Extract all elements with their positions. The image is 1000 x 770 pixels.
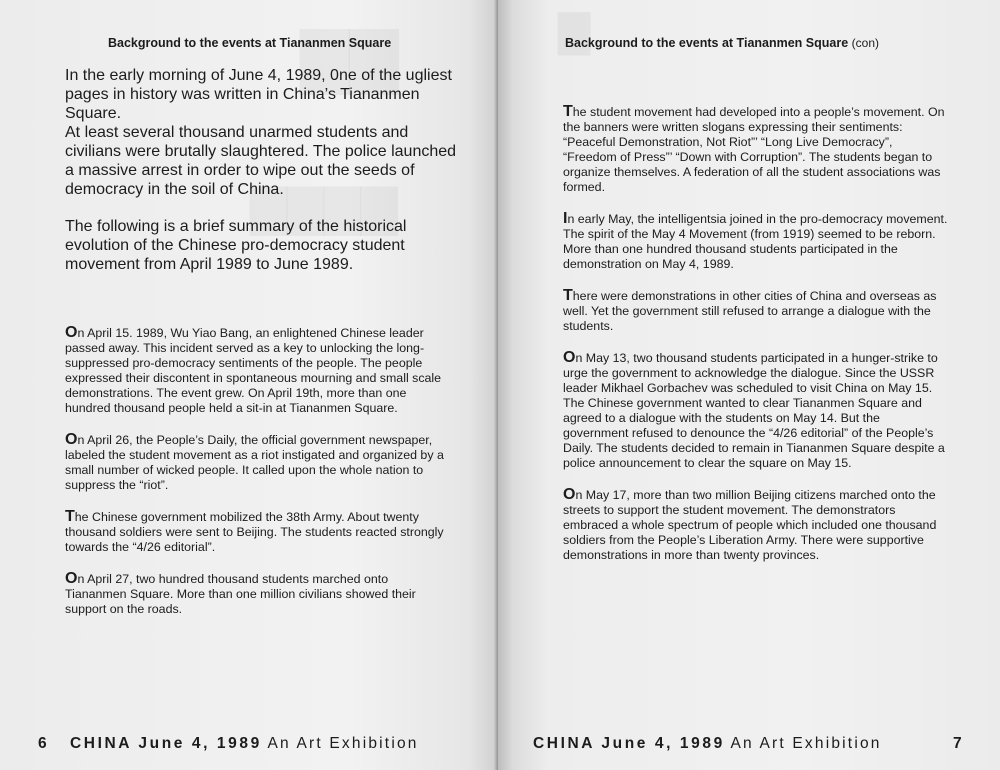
paragraph-text: n May 17, more than two million Beijing citizens marched onto the streets to support the student movement. The demonstrators embraced a whole spectrum of people which included one thousand soldiers from the People’s Liberation Army. There were supportive demonstrations in more than twenty provinces. — [563, 488, 937, 562]
body-paragraph — [563, 104, 948, 195]
paragraph-text: n April 15. 1989, Wu Yiao Bang, an enlightened Chinese leader passed away. This incident served as a key to unlocking the long-suppressed pro-democracy sentiments of the people. The people expressed their discontent in spontaneous mourning and small scale demonstrations. The event grew. On April 19th, more than one hundred thousand people held a sit-in at Tiananmen Square. — [65, 326, 442, 415]
body-paragraph — [65, 509, 448, 555]
footer-subtitle: An Art Exhibition — [267, 735, 419, 752]
page-number: 6 — [38, 735, 47, 752]
drop-cap: O — [563, 349, 576, 366]
paragraph-text: n April 27, two hundred thousand students marched onto Tiananmen Square. More than one million civilians showed their support on the roads. — [65, 572, 416, 616]
drop-cap: I — [563, 210, 568, 227]
right-page-heading — [565, 36, 879, 50]
body-paragraph — [65, 325, 448, 416]
page-footer — [533, 735, 882, 753]
body-paragraph — [563, 350, 948, 471]
drop-cap: O — [65, 324, 78, 341]
drop-cap: O — [563, 486, 576, 503]
paragraph-text: here were demonstrations in other cities of China and overseas as well. Yet the government still refused to arrange a dialogue with the students. — [563, 289, 937, 333]
paragraph-text: n May 13, two thousand students participated in a hunger-strike to urge the government to acknowledge the dialogue. Since the USSR leader Mikhael Gorbachev was scheduled to visit China on May 15. The Chinese government wanted to clear Tiananmen Square and agreed to a dialogue with the students on May 14. But the government refused to denounce the “4/26 editorial” of the People’s Daily. The students decided to remain in Tiananmen Square despite a police announcement to clear the square on May 15. — [563, 351, 945, 470]
left-page-heading: Background to the events at Tiananmen Square — [108, 36, 392, 50]
drop-cap: T — [563, 103, 573, 120]
page-number: 7 — [953, 735, 962, 752]
right-page — [498, 0, 1000, 770]
body-paragraph — [563, 211, 948, 272]
drop-cap: O — [65, 431, 78, 448]
body-paragraph — [65, 571, 448, 617]
drop-cap: T — [563, 287, 573, 304]
body-paragraph — [563, 487, 948, 563]
page-footer — [70, 735, 419, 753]
intro-paragraph: In the early morning of June 4, 1989, 0ne of the ugliest pages in history was written in China’s Tiananmen Square. — [65, 67, 452, 122]
footer-title: CHINA June 4, 1989 — [70, 735, 262, 752]
heading-text: Background to the events at Tiananmen Square — [565, 36, 849, 50]
left-page-body — [65, 325, 448, 633]
left-page — [0, 0, 498, 770]
intro-paragraph: At least several thousand unarmed students and civilians were brutally slaughtered. The police launched a massive arrest in order to wipe out the seeds of democracy in the soil of China. — [65, 124, 457, 198]
footer-subtitle: An Art Exhibition — [730, 735, 882, 752]
footer-title: CHINA June 4, 1989 — [533, 735, 725, 752]
drop-cap: O — [65, 570, 78, 587]
body-paragraph — [563, 288, 948, 334]
paragraph-text: he Chinese government mobilized the 38th Army. About twenty thousand soldiers were sent to Beijing. The students reacted strongly towards the “4/26 editorial”. — [65, 510, 444, 554]
paragraph-text: n April 26, the People’s Daily, the official government newspaper, labeled the student movement as a riot instigated and organized by a small number of wicked people. It called upon the whole nation to suppress the “riot”. — [65, 433, 444, 492]
paragraph-text: he student movement had developed into a people’s movement. On the banners were written slogans expressing their sentiments: “Peaceful Demonstration, Not Riot”’ “Long Live Democracy”, “Freedom of Press”’ “Down with Corruption”. The students began to organize themselves. A federation of all the student associations was formed. — [563, 105, 945, 194]
intro-paragraph: The following is a brief summary of the historical evolution of the Chinese pro-democracy student movement from April 1989 to June 1989. — [65, 218, 407, 273]
heading-suffix: (con) — [851, 36, 879, 50]
drop-cap: T — [65, 508, 75, 525]
paragraph-text: n early May, the intelligentsia joined in the pro-democracy movement. The spirit of the May 4 Movement (from 1919) seemed to be reborn. More than one hundred thousand students participated in the demonstration on May 4, 1989. — [563, 212, 948, 271]
right-page-body — [563, 104, 948, 579]
body-paragraph — [65, 432, 448, 493]
intro-text — [65, 66, 465, 274]
